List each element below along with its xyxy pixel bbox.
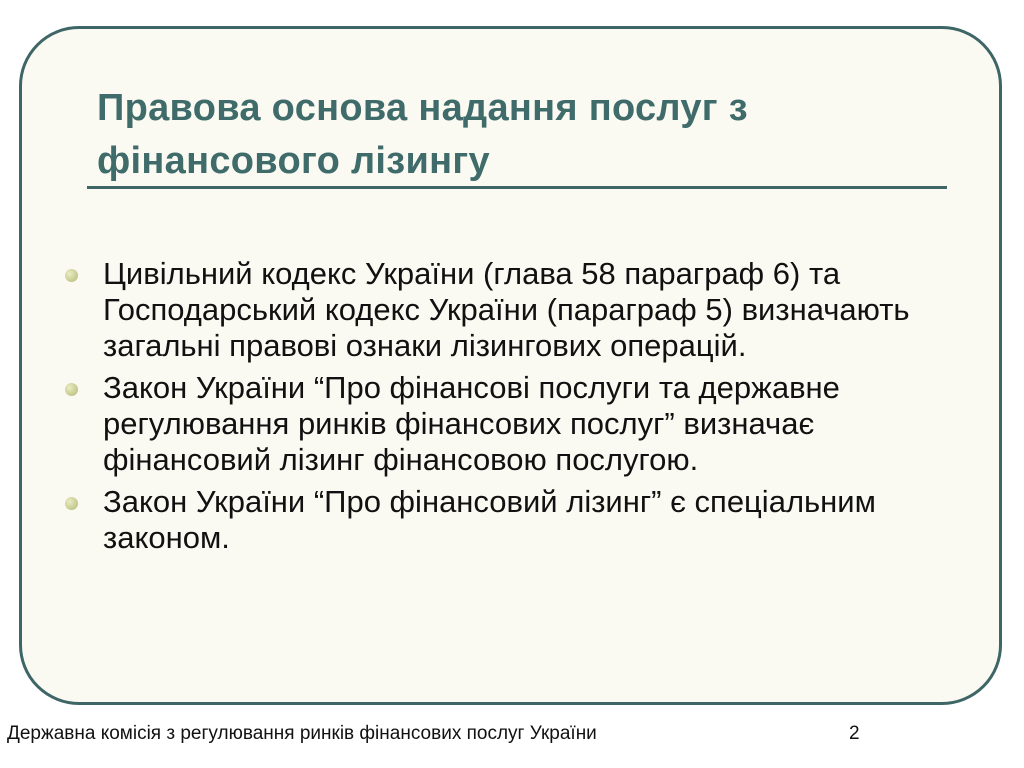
bullet-list [62,256,962,562]
round-bullet-icon [65,497,78,510]
bullet-text: Закон України “Про фінансові послуги та державне регулювання ринків фінансових послуг” визначає фінансовий лізинг фінансовою послугою. [103,370,840,477]
slide-title: Правова основа надання послуг з фінансового лізингу [97,87,748,182]
round-bullet-icon [65,269,78,282]
page-number: 2 [849,723,860,744]
title-divider [87,186,947,189]
round-bullet-icon [65,383,78,396]
bullet-item [62,370,962,478]
bullet-item [62,256,962,364]
bullet-item [62,484,962,556]
bullet-text: Закон України “Про фінансовий лізинг” є спеціальним законом. [103,484,876,555]
bullet-text: Цивільний кодекс України (глава 58 параграф 6) та Господарський кодекс України (параграф 5) визначають загальні правові ознаки лізингових операцій. [103,256,910,363]
footer-organization: Державна комісія з регулювання ринків фінансових послуг України [7,723,597,744]
